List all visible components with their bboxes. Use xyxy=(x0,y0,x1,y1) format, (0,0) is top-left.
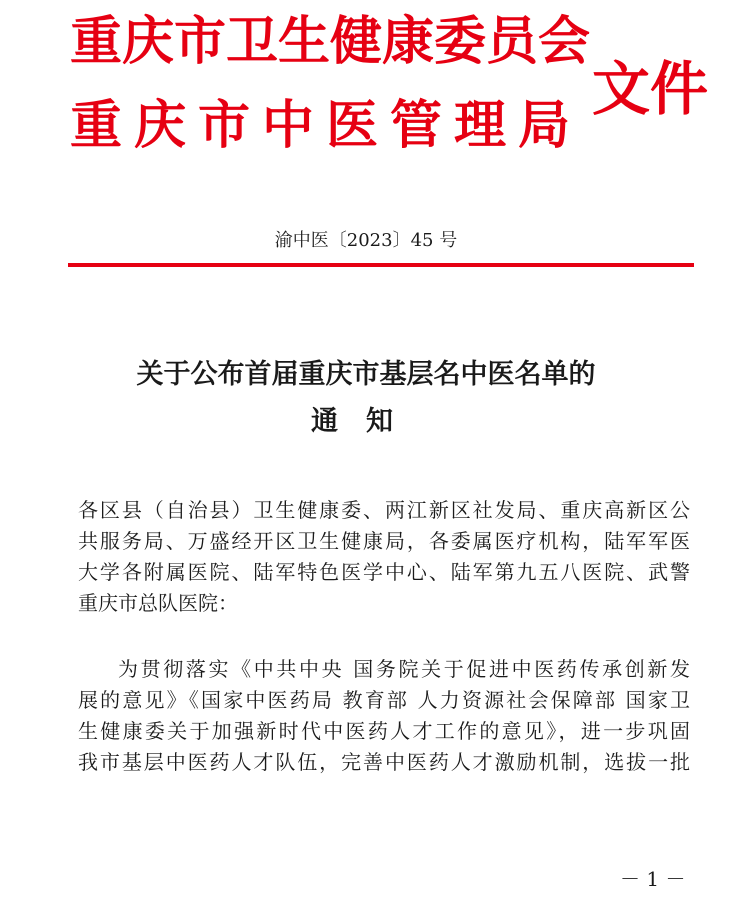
title-line-2: 通知 xyxy=(311,406,421,437)
title-line-1: 关于公布首届重庆市基层名中医名单的 xyxy=(136,359,596,390)
addressee-block xyxy=(78,495,690,619)
issuer-line-2: 重庆市中医管理局 xyxy=(70,95,583,156)
document-number: 渝中医〔2023〕45 号 xyxy=(274,230,458,251)
issuer-line-1: 重庆市卫生健康委员会 xyxy=(70,11,591,72)
addressee-line: 各区县（自治县）卫生健康委、两江新区社发局、重庆高新区公 xyxy=(78,498,690,522)
page-number: － 1 － xyxy=(620,867,686,891)
addressee-line: 共服务局、万盛经开区卫生健康局，各委属医疗机构，陆军军医 xyxy=(78,529,690,553)
document-type: 文件 xyxy=(592,55,709,123)
body-line: 我市基层中医药人才队伍，完善中医药人才激励机制，选拔一批 xyxy=(78,750,690,774)
body-line: 展的意见》《国家中医药局 教育部 人力资源社会保障部 国家卫 xyxy=(78,688,690,712)
body-paragraph xyxy=(78,654,690,778)
addressee-line: 重庆市总队医院： xyxy=(78,591,238,615)
red-divider-line xyxy=(68,263,694,267)
body-line: 为贯彻落实《中共中央 国务院关于促进中医药传承创新发 xyxy=(118,657,690,681)
addressee-line: 大学各附属医院、陆军特色医学中心、陆军第九五八医院、武警 xyxy=(78,560,690,584)
body-line: 生健康委关于加强新时代中医药人才工作的意见》，进一步巩固 xyxy=(78,719,690,743)
